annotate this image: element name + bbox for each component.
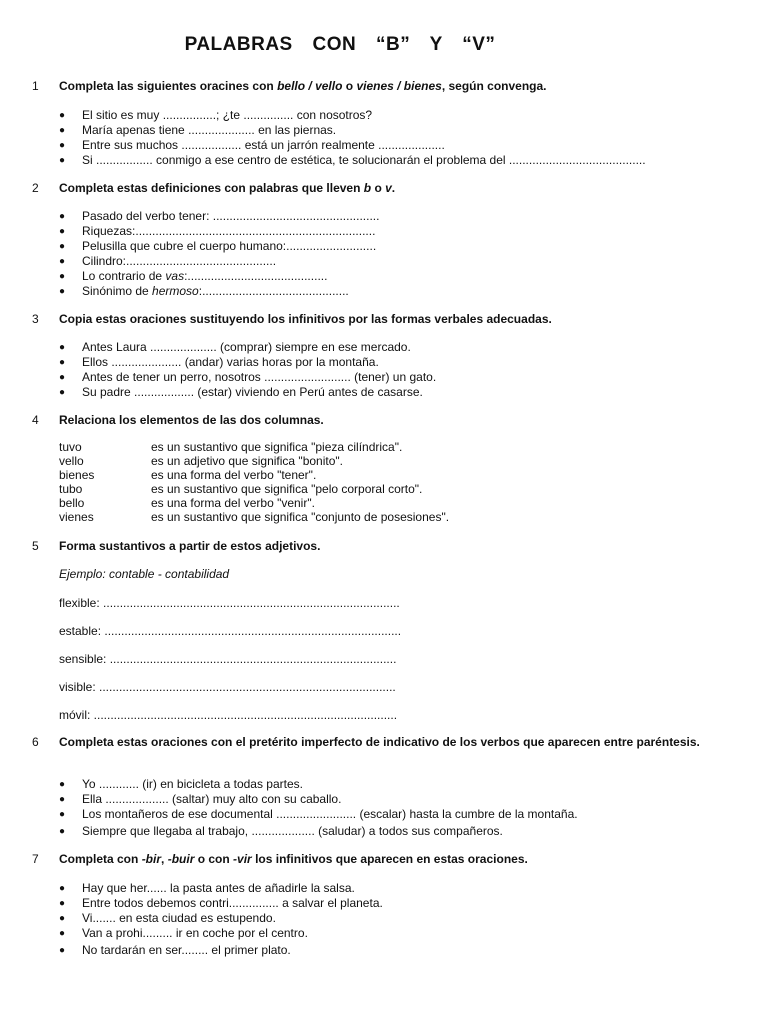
bullet-icon: ● [59, 387, 66, 398]
bullet-icon: ● [59, 826, 66, 837]
bullet-icon: ● [59, 211, 66, 222]
match-word: tuvo [59, 440, 82, 454]
exercise-number: 1 [32, 79, 39, 93]
bullet-icon: ● [59, 286, 66, 297]
bullet-icon: ● [59, 794, 66, 805]
item-text: Hay que her...... la pasta antes de añadirle la salsa. [82, 881, 355, 895]
bullet-icon: ● [59, 883, 66, 894]
exercise-number: 6 [32, 735, 39, 749]
list-item [59, 254, 379, 269]
item-text: María apenas tiene .................... en las piernas. [82, 123, 337, 137]
page-title: PALABRAS CON “B” Y “V” [184, 34, 496, 55]
item-text: Antes Laura .................... (comprar) siempre en ese mercado. [82, 340, 411, 354]
list-item [59, 824, 578, 839]
list-item [59, 881, 383, 896]
match-definition: es un sustantivo que significa "pelo corporal corto". [151, 482, 423, 496]
answer-line: flexible: ......................................................................................... [59, 596, 400, 610]
list-item [59, 355, 436, 370]
item-text: Ella ................... (saltar) muy alto con su caballo. [82, 792, 342, 806]
item-text: El sitio es muy ................; ¿te ............... con nosotros? [82, 108, 373, 122]
item-text: Vi....... en esta ciudad es estupendo. [82, 911, 276, 925]
exercise-heading: Copia estas oraciones sustituyendo los infinitivos por las formas verbales adecuadas. [59, 312, 552, 326]
bullet-icon: ● [59, 928, 66, 939]
match-word: bienes [59, 468, 95, 482]
match-word: vello [59, 454, 84, 468]
exercise-heading: Completa estas oraciones con el pretérito imperfecto de indicativo de los verbos que aparecen entre paréntesis. [59, 735, 700, 749]
list-item [59, 138, 646, 153]
exercise-items [59, 340, 436, 400]
exercise-number: 5 [32, 539, 39, 553]
match-word: bello [59, 496, 85, 510]
list-item [59, 385, 436, 400]
match-definition: es una forma del verbo "tener". [151, 468, 317, 482]
match-definition: es un sustantivo que significa "pieza cilíndrica". [151, 440, 403, 454]
list-item [59, 926, 383, 941]
bullet-icon: ● [59, 155, 66, 166]
list-item [59, 896, 383, 911]
example-text: Ejemplo: contable - contabilidad [59, 567, 230, 581]
answer-lines [59, 596, 401, 736]
list-item [59, 340, 436, 355]
match-definition: es una forma del verbo "venir". [151, 496, 315, 510]
exercise-number: 3 [32, 312, 39, 326]
item-text: Su padre .................. (estar) viviendo en Perú antes de casarse. [82, 385, 423, 399]
item-text: No tardarán en ser........ el primer plato. [82, 943, 291, 957]
item-text: Sinónimo de hermoso:............................................ [82, 284, 349, 298]
list-item [59, 777, 578, 792]
exercise-heading: Forma sustantivos a partir de estos adjetivos. [59, 539, 321, 553]
exercise-number: 4 [32, 413, 39, 427]
bullet-icon: ● [59, 945, 66, 956]
bullet-icon: ● [59, 110, 66, 121]
bullet-icon: ● [59, 372, 66, 383]
item-text: Entre todos debemos contri............... a salvar el planeta. [82, 896, 383, 910]
bullet-icon: ● [59, 140, 66, 151]
list-item [59, 153, 646, 168]
list-item [59, 239, 379, 254]
list-item [59, 370, 436, 385]
bullet-icon: ● [59, 357, 66, 368]
item-text: Pasado del verbo tener: .................................................. [82, 209, 380, 223]
answer-line: estable: ......................................................................................... [59, 624, 402, 638]
answer-line: móvil: ........................................................................................... [59, 708, 398, 722]
item-text: Van a prohi......... ir en coche por el centro. [82, 926, 308, 940]
bullet-icon: ● [59, 342, 66, 353]
match-definition: es un sustantivo que significa "conjunto de posesiones". [151, 510, 450, 524]
list-item [59, 943, 383, 958]
exercise-heading: Completa con -bir, -buir o con -vir los infinitivos que aparecen en estas oraciones. [59, 852, 528, 866]
list-item [59, 807, 578, 822]
item-text: Yo ............ (ir) en bicicleta a todas partes. [82, 777, 303, 791]
bullet-icon: ● [59, 241, 66, 252]
exercise-items [59, 777, 578, 839]
list-item [59, 123, 646, 138]
exercise-number: 2 [32, 181, 39, 195]
bullet-icon: ● [59, 913, 66, 924]
list-item [59, 269, 379, 284]
list-item [59, 911, 383, 926]
exercise-items [59, 209, 379, 299]
exercise-heading: Relaciona los elementos de las dos columnas. [59, 413, 324, 427]
item-text: Siempre que llegaba al trabajo, ................... (saludar) a todos sus compañeros. [82, 824, 503, 838]
exercise-heading: Completa las siguientes oracines con bello / vello o vienes / bienes, según convenga. [59, 79, 547, 93]
exercise-heading: Completa estas definiciones con palabras que lleven b o v. [59, 181, 396, 195]
bullet-icon: ● [59, 779, 66, 790]
bullet-icon: ● [59, 898, 66, 909]
exercise-items [59, 881, 383, 958]
answer-line: visible: ......................................................................................... [59, 680, 396, 694]
item-text: Cilindro:............................................. [82, 254, 277, 268]
item-text: Los montañeros de ese documental ........................ (escalar) hasta la cumbre de la montaña. [82, 807, 578, 821]
item-text: Lo contrario de vas:.......................................... [82, 269, 328, 283]
match-word: vienes [59, 510, 94, 524]
item-text: Riquezas:........................................................................ [82, 224, 376, 238]
item-text: Si ................. conmigo a ese centro de estética, te solucionarán el problema del ......................................... [82, 153, 646, 167]
match-word: tubo [59, 482, 83, 496]
list-item [59, 108, 646, 123]
bullet-icon: ● [59, 256, 66, 267]
item-text: Pelusilla que cubre el cuerpo humano:........................... [82, 239, 377, 253]
list-item [59, 224, 379, 239]
list-item [59, 284, 379, 299]
answer-line: sensible: ...................................................................................... [59, 652, 397, 666]
list-item [59, 792, 578, 807]
item-text: Entre sus muchos .................. está un jarrón realmente .................... [82, 138, 445, 152]
bullet-icon: ● [59, 226, 66, 237]
bullet-icon: ● [59, 271, 66, 282]
exercise-items [59, 108, 646, 168]
item-text: Antes de tener un perro, nosotros .......................... (tener) un gato. [82, 370, 437, 384]
item-text: Ellos ..................... (andar) varias horas por la montaña. [82, 355, 379, 369]
bullet-icon: ● [59, 809, 66, 820]
list-item [59, 209, 379, 224]
exercise-number: 7 [32, 852, 39, 866]
match-definition: es un adjetivo que significa "bonito". [151, 454, 343, 468]
bullet-icon: ● [59, 125, 66, 136]
